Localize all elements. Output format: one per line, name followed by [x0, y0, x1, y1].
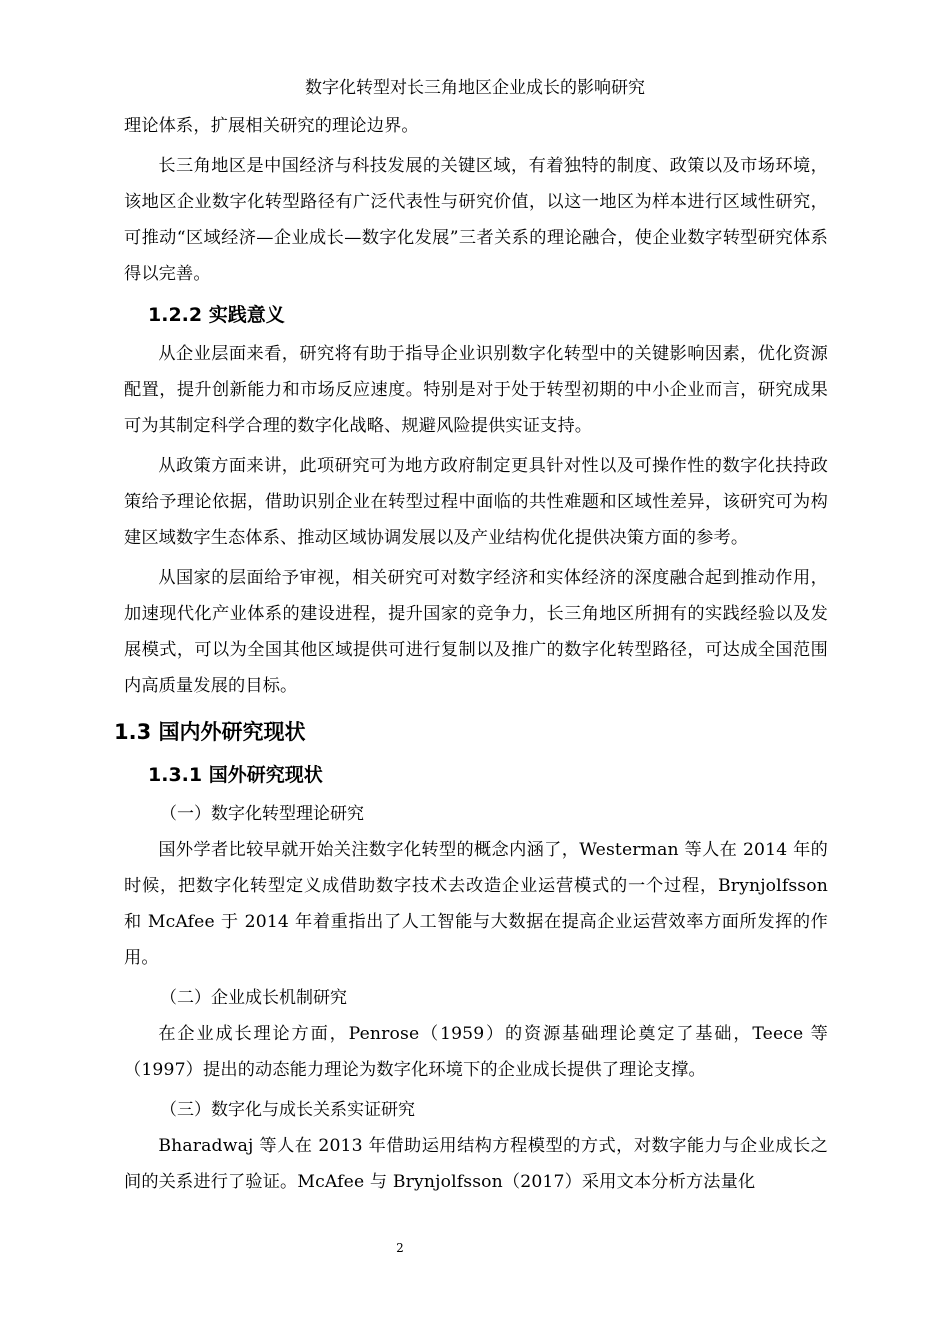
- page-content: [114, 108, 828, 1200]
- paragraph-policy-level: 从政策方面来讲，此项研究可为地方政府制定更具针对性以及可操作性的数字化扶持政策给予理论依据，借助识别企业在转型过程中面临的共性难题和区域性差异，该研究可为构建区域数字生态体系、推动区域协调发展以及产业结构优化提供决策方面的参考。: [124, 456, 828, 548]
- list-item-digital-transformation-theory: （一）数字化转型理论研究: [160, 804, 364, 824]
- paragraph-enterprise-level: 从企业层面来看，研究将有助于指导企业识别数字化转型中的关键影响因素，优化资源配置，提升创新能力和市场反应速度。特别是对于处于转型初期的中小企业而言，研究成果可为其制定科学合理的数字化战略、规避风险提供实证支持。: [124, 344, 828, 436]
- paragraph-westerman: 国外学者比较早就开始关注数字化转型的概念内涵了，Westerman 等人在 2014 年的时候，把数字化转型定义成借助数字技术去改造企业运营模式的一个过程，Brynjolfsson 和 McAfee 于 2014 年着重指出了人工智能与大数据在提高企业运营效率方面所发挥的作用。: [124, 840, 828, 968]
- list-item-empirical-research: （三）数字化与成长关系实证研究: [160, 1100, 415, 1120]
- page-number: 2: [396, 1241, 404, 1255]
- paragraph-yangtze-delta-theory: 长三角地区是中国经济与科技发展的关键区域，有着独特的制度、政策以及市场环境，该地区企业数字化转型路径有广泛代表性与研究价值，以这一地区为样本进行区域性研究，可推动“区域经济—企业成长—数字化发展”三者关系的理论融合，使企业数字转型研究体系得以完善。: [124, 156, 828, 284]
- running-header: 数字化转型对长三角地区企业成长的影响研究: [305, 78, 645, 98]
- heading-1-3-1: 1.3.1 国外研究现状: [148, 764, 323, 786]
- paragraph-national-level: 从国家的层面给予审视，相关研究可对数字经济和实体经济的深度融合起到推动作用，加速现代化产业体系的建设进程，提升国家的竞争力，长三角地区所拥有的实践经验以及发展模式，可以为全国其他区域提供可进行复制以及推广的数字化转型路径，可达成全国范围内高质量发展的目标。: [124, 568, 828, 696]
- paragraph-continuation: 理论体系，扩展相关研究的理论边界。: [124, 116, 419, 136]
- paragraph-bharadwaj: Bharadwaj 等人在 2013 年借助运用结构方程模型的方式，对数字能力与企业成长之间的关系进行了验证。McAfee 与 Brynjolfsson（2017）采用文本分析方法量化: [124, 1136, 828, 1192]
- heading-1-2-2: 1.2.2 实践意义: [148, 304, 285, 326]
- paragraph-penrose-teece: 在企业成长理论方面，Penrose（1959）的资源基础理论奠定了基础，Teece 等（1997）提出的动态能力理论为数字化环境下的企业成长提供了理论支撑。: [124, 1024, 828, 1080]
- heading-1-3: 1.3 国内外研究现状: [114, 720, 306, 744]
- list-item-growth-mechanism: （二）企业成长机制研究: [160, 988, 347, 1008]
